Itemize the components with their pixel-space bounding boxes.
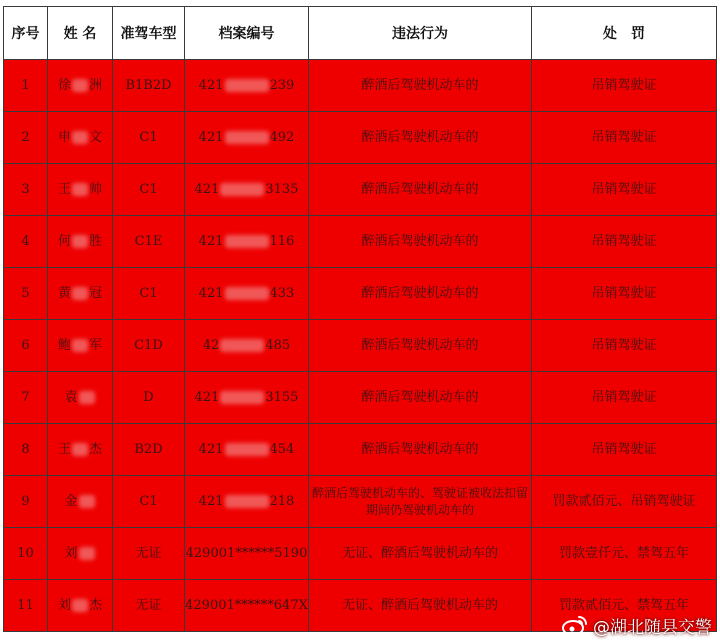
- table-header: [4, 7, 717, 60]
- cell-violation: 醉酒后驾驶机动车的: [309, 216, 532, 268]
- cell-license-type: B2D: [113, 424, 185, 476]
- header-license-type: 准驾车型: [113, 7, 185, 60]
- file-part: 239: [269, 78, 295, 93]
- cell-penalty: 罚款贰佰元、禁驾五年: [532, 580, 717, 632]
- header-penalty: 处 罚: [532, 7, 717, 60]
- redaction-mark: [72, 339, 88, 352]
- redaction-mark: [79, 391, 95, 404]
- file-part: 421: [198, 442, 224, 457]
- name-part: 王: [57, 182, 71, 197]
- redaction-mark: [225, 235, 269, 248]
- cell-no: 2: [4, 112, 48, 164]
- table-row: [4, 164, 717, 216]
- cell-no: 6: [4, 320, 48, 372]
- file-part: 421: [198, 234, 224, 249]
- name-part: 徐: [57, 78, 71, 93]
- cell-file-number: [185, 164, 309, 216]
- header-file-number: 档案编号: [185, 7, 309, 60]
- cell-penalty: 吊销驾驶证: [532, 320, 717, 372]
- name-part: 金: [64, 494, 78, 509]
- cell-file-number: [185, 112, 309, 164]
- cell-file-number: [185, 60, 309, 112]
- file-part: 492: [269, 130, 295, 145]
- name-part: 冠: [89, 286, 103, 301]
- cell-violation: 醉酒后驾驶机动车的、驾驶证被收法扣留期间仍驾驶机动车的: [309, 476, 532, 528]
- file-part: 3155: [265, 390, 299, 405]
- name-part: 杰: [89, 442, 103, 457]
- name-part: 申: [57, 130, 71, 145]
- cell-violation: 醉酒后驾驶机动车的: [309, 372, 532, 424]
- cell-name: [48, 424, 113, 476]
- cell-name: [48, 528, 113, 580]
- cell-penalty: 吊销驾驶证: [532, 268, 717, 320]
- cell-file-number: [185, 216, 309, 268]
- table-row: [4, 476, 717, 528]
- file-part: 116: [269, 234, 295, 249]
- cell-penalty: 吊销驾驶证: [532, 372, 717, 424]
- cell-license-type: C1D: [113, 320, 185, 372]
- cell-file-number: [185, 528, 309, 580]
- cell-file-number: [185, 424, 309, 476]
- cell-name: [48, 60, 113, 112]
- cell-name: [48, 112, 113, 164]
- cell-penalty: 吊销驾驶证: [532, 424, 717, 476]
- cell-file-number: [185, 268, 309, 320]
- file-part: 429001******647X: [185, 598, 308, 613]
- file-part: 42: [202, 338, 220, 353]
- redaction-mark: [72, 79, 88, 92]
- cell-license-type: 无证: [113, 580, 185, 632]
- cell-violation: 醉酒后驾驶机动车的: [309, 320, 532, 372]
- redaction-mark: [225, 287, 269, 300]
- redaction-mark: [72, 443, 88, 456]
- watermark-text: @湖北随县交警: [593, 618, 712, 638]
- cell-name: [48, 320, 113, 372]
- redaction-mark: [225, 495, 269, 508]
- redaction-mark: [225, 443, 269, 456]
- name-part: 刘: [64, 546, 78, 561]
- cell-violation: 无证、醉酒后驾驶机动车的: [309, 580, 532, 632]
- watermark: [562, 613, 712, 638]
- table-body: [4, 60, 717, 632]
- redaction-mark: [72, 183, 88, 196]
- name-part: 王: [57, 442, 71, 457]
- cell-license-type: C1: [113, 164, 185, 216]
- cell-name: [48, 372, 113, 424]
- file-part: 421: [198, 286, 224, 301]
- cell-no: 9: [4, 476, 48, 528]
- name-part: 洲: [89, 78, 103, 93]
- cell-penalty: 吊销驾驶证: [532, 112, 717, 164]
- name-part: 杰: [89, 598, 103, 613]
- table-row: [4, 528, 717, 580]
- cell-violation: 醉酒后驾驶机动车的: [309, 268, 532, 320]
- cell-violation: 醉酒后驾驶机动车的: [309, 60, 532, 112]
- table-row: [4, 320, 717, 372]
- cell-violation: 醉酒后驾驶机动车的: [309, 424, 532, 476]
- file-part: 421: [198, 494, 224, 509]
- cell-file-number: [185, 372, 309, 424]
- violations-table: [3, 6, 717, 632]
- table-row: [4, 60, 717, 112]
- cell-no: 8: [4, 424, 48, 476]
- cell-file-number: [185, 580, 309, 632]
- cell-no: 4: [4, 216, 48, 268]
- header-name: 姓 名: [48, 7, 113, 60]
- redaction-mark: [79, 495, 95, 508]
- name-part: 胜: [89, 234, 103, 249]
- cell-license-type: C1: [113, 112, 185, 164]
- name-part: 黄: [57, 286, 71, 301]
- file-part: 218: [269, 494, 295, 509]
- weibo-icon: [562, 615, 588, 637]
- file-part: 433: [269, 286, 295, 301]
- file-part: 485: [265, 338, 291, 353]
- cell-license-type: D: [113, 372, 185, 424]
- redaction-mark: [72, 599, 88, 612]
- name-part: 刘: [57, 598, 71, 613]
- cell-name: [48, 268, 113, 320]
- cell-violation: 无证、醉酒后驾驶机动车的: [309, 528, 532, 580]
- file-part: 3135: [265, 182, 299, 197]
- cell-no: 11: [4, 580, 48, 632]
- file-part: 454: [269, 442, 295, 457]
- cell-no: 10: [4, 528, 48, 580]
- cell-name: [48, 164, 113, 216]
- name-part: 文: [89, 130, 103, 145]
- cell-no: 3: [4, 164, 48, 216]
- table-row: [4, 268, 717, 320]
- redaction-mark: [220, 339, 264, 352]
- cell-name: [48, 216, 113, 268]
- file-part: 429001******5190: [185, 546, 308, 561]
- cell-license-type: C1: [113, 268, 185, 320]
- cell-no: 5: [4, 268, 48, 320]
- name-part: 鲍: [57, 338, 71, 353]
- header-no: 序号: [4, 7, 48, 60]
- file-part: 421: [194, 390, 220, 405]
- redaction-mark: [220, 183, 264, 196]
- cell-name: [48, 476, 113, 528]
- file-part: 421: [194, 182, 220, 197]
- redaction-mark: [72, 235, 88, 248]
- redaction-mark: [79, 547, 95, 560]
- cell-license-type: C1: [113, 476, 185, 528]
- cell-penalty: 罚款壹仟元、禁驾五年: [532, 528, 717, 580]
- table-row: [4, 424, 717, 476]
- cell-license-type: B1B2D: [113, 60, 185, 112]
- name-part: 帅: [89, 182, 103, 197]
- redaction-mark: [72, 287, 88, 300]
- header-row: [4, 7, 717, 60]
- cell-license-type: 无证: [113, 528, 185, 580]
- header-violation: 违法行为: [309, 7, 532, 60]
- cell-no: 7: [4, 372, 48, 424]
- redaction-mark: [225, 79, 269, 92]
- cell-violation: 醉酒后驾驶机动车的: [309, 164, 532, 216]
- cell-violation: 醉酒后驾驶机动车的: [309, 112, 532, 164]
- name-part: 军: [89, 338, 103, 353]
- cell-penalty: 吊销驾驶证: [532, 60, 717, 112]
- cell-file-number: [185, 476, 309, 528]
- table-row: [4, 112, 717, 164]
- file-part: 421: [198, 78, 224, 93]
- cell-penalty: 罚款贰佰元、吊销驾驶证: [532, 476, 717, 528]
- table-row: [4, 216, 717, 268]
- file-part: 421: [198, 130, 224, 145]
- cell-name: [48, 580, 113, 632]
- cell-penalty: 吊销驾驶证: [532, 164, 717, 216]
- cell-license-type: C1E: [113, 216, 185, 268]
- redaction-mark: [225, 131, 269, 144]
- cell-no: 1: [4, 60, 48, 112]
- table-row: [4, 372, 717, 424]
- redaction-mark: [72, 131, 88, 144]
- redaction-mark: [220, 391, 264, 404]
- name-part: 何: [57, 234, 71, 249]
- cell-file-number: [185, 320, 309, 372]
- name-part: 袁: [64, 390, 78, 405]
- cell-penalty: 吊销驾驶证: [532, 216, 717, 268]
